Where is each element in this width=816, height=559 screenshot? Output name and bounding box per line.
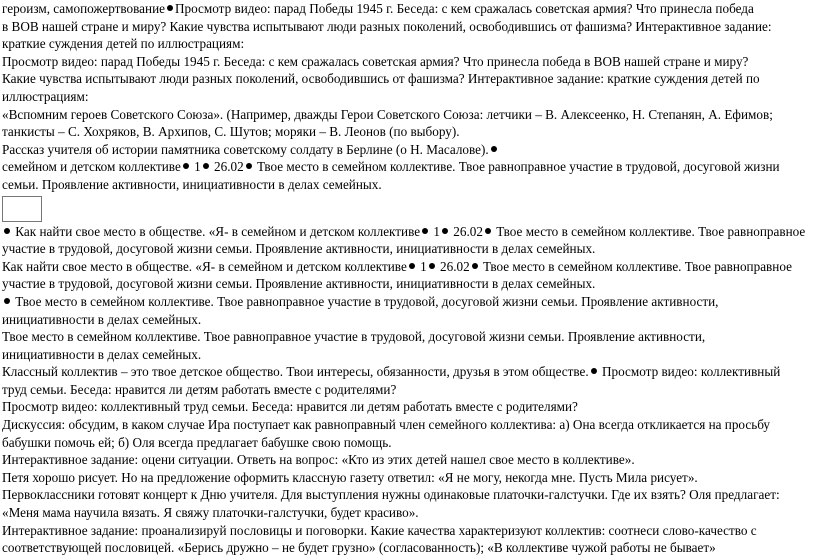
text-line: Петя хорошо рисует. Но на предложение оформить классную газету ответил: «Я не могу, некогда мне. Пусть Мила рисует». [2, 469, 698, 485]
bullet-icon [203, 163, 209, 169]
text-line: Как найти свое место в обществе. «Я- в семейном и детском коллективе 1 26.02 Твое место в семейном коллективе. Твое равноправное [2, 258, 792, 274]
text-line: в ВОВ нашей стране и миру? Какие чувства испытывают люди разных поколений, освободившись от фашизма? Интерактивное задание: [2, 18, 772, 34]
text-line: Первоклассники готовят концерт к Дню учителя. Для выступления нужны одинаковые платочки-галстучки. Где их взять? Оля предлагает: [2, 487, 780, 503]
text-line: иллюстрациям: [2, 88, 89, 104]
bullet-icon [4, 298, 10, 304]
text-line: краткие суждения детей по иллюстрациям: [2, 36, 245, 52]
bullet-icon [442, 228, 448, 234]
text-line: Какие чувства испытывают люди разных поколений, освободившись от фашизма? Интерактивное задание: краткие суждения детей по [2, 71, 760, 87]
bullet-icon [409, 263, 415, 269]
bullet-icon [485, 228, 491, 234]
text-line: Классный коллектив – это твое детское общество. Твои интересы, обязанности, друзья в этом обществе. Просмотр видео: коллективный [2, 364, 781, 380]
bullet-icon [4, 228, 10, 234]
text-line: инициативности в делах семейных. [2, 311, 202, 327]
text-line: Просмотр видео: коллективный труд семьи. Беседа: нравится ли детям работать вместе с родителями? [2, 399, 578, 415]
bullet-icon [491, 146, 497, 152]
table-cell-box [2, 196, 42, 222]
text-line: участие в трудовой, досуговой жизни семьи. Проявление активности, инициативности в делах семейных. [2, 241, 596, 257]
bullet-icon [246, 163, 252, 169]
document-page [2, 0, 812, 557]
text-line: героизм, самопожертвование Просмотр видео: парад Победы 1945 г. Беседа: с кем сражалась советская армия? Что принесла победа [2, 1, 754, 16]
text-line: Просмотр видео: парад Победы 1945 г. Беседа: с кем сражалась советская армия? Что принесла победа в ВОВ нашей стране и миру? [2, 53, 749, 69]
text-line: семьи. Проявление активности, инициативности в делах семейных. [2, 176, 382, 192]
text-line: Интерактивное задание: оцени ситуации. Ответь на вопрос: «Кто из этих детей нашел свое место в коллективе». [2, 452, 635, 468]
text-line: Рассказ учителя об истории памятника советскому солдату в Берлине (о Н. Масалове). [2, 141, 812, 159]
bullet-icon [472, 263, 478, 269]
text-line: соответствующей пословицей. «Берись дружно – не будет грузно» (согласованность); «В коллективе чужой работы не бывает» [2, 540, 716, 556]
text-line: «Вспомним героев Советского Союза». (Например, дважды Герои Советского Союза: летчики – В. Алексеенко, Н. Степанян, А. Ефимов; [2, 106, 773, 122]
text-line: Твое место в семейном коллективе. Твое равноправное участие в трудовой, досуговой жизни семьи. Проявление активности, [2, 293, 812, 311]
bullet-icon [422, 228, 428, 234]
text-line: Как найти свое место в обществе. «Я- в семейном и детском коллективе 1 26.02 Твое место в семейном коллективе. Твое равноправное [2, 223, 812, 241]
text-line: Интерактивное задание: проанализируй пословицы и поговорки. Какие качества характеризуют коллектив: соотнеси слово-качество с [2, 522, 757, 538]
text-line: инициативности в делах семейных. [2, 346, 202, 362]
bullet-icon [429, 263, 435, 269]
bullet-icon [183, 163, 189, 169]
bullet-icon [167, 5, 173, 11]
text-line: танкисты – С. Хохряков, В. Архипов, С. Шутов; моряки – В. Леонов (по выбору). [2, 124, 460, 140]
text-line: Дискуссия: обсудим, в каком случае Ира поступает как равноправный член семейного коллектива: а) Она всегда откликается на просьбу [2, 417, 771, 433]
text-line: участие в трудовой, досуговой жизни семьи. Проявление активности, инициативности в делах семейных. [2, 276, 596, 292]
text-line: «Меня мама научила вязать. Я свяжу платочки-галстучки, будет красиво». [2, 505, 419, 521]
bullet-icon [591, 368, 597, 374]
text-line: труд семьи. Беседа: нравится ли детям работать вместе с родителями? [2, 381, 397, 397]
text-line: Твое место в семейном коллективе. Твое равноправное участие в трудовой, досуговой жизни семьи. Проявление активности, [2, 329, 706, 345]
text-line: бабушки помочь ей; б) Оля всегда предлагает бабушке свою помощь. [2, 434, 392, 450]
text-line: семейном и детском коллективе 1 26.02 Твое место в семейном коллективе. Твое равноправное участие в трудовой, досуговой жизни [2, 159, 780, 175]
